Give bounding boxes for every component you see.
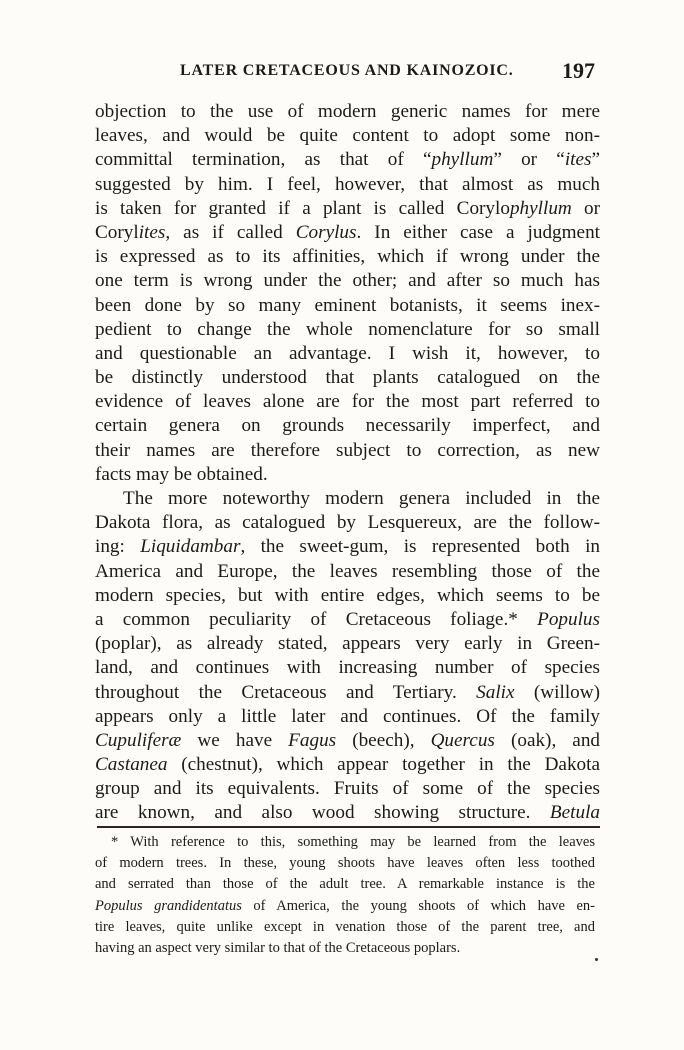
- footnote-line: having an aspect very similar to that of the Cretaceous poplars.: [95, 939, 461, 956]
- footnote-rule: [97, 826, 600, 828]
- text-line: committal termination, as that of “phyllum” or “ites”: [95, 149, 600, 171]
- text-line: modern species, but with entire edges, which seems to be: [95, 584, 600, 606]
- text-line: Dakota flora, as catalogued by Lesquereux, are the follow-: [95, 512, 600, 534]
- text-line: their names are therefore subject to correction, as new: [95, 439, 600, 461]
- text-line: Castanea (chestnut), which appear together in the Dakota: [95, 754, 600, 776]
- text-line: group and its equivalents. Fruits of some of the species: [95, 778, 600, 800]
- text-line: ing: Liquidambar, the sweet-gum, is represented both in: [95, 536, 600, 558]
- footnote-line: Populus grandidentatus of America, the young shoots of which have en-: [95, 897, 596, 914]
- text-line: be distinctly understood that plants catalogued on the: [95, 367, 600, 389]
- text-line: one term is wrong under the other; and after so much has: [95, 270, 600, 292]
- text-line: are known, and also wood showing structure. Betula: [95, 802, 600, 824]
- text-line: a common peculiarity of Cretaceous foliage.* Populus: [95, 608, 600, 630]
- text-line: throughout the Cretaceous and Tertiary. Salix (willow): [95, 681, 600, 703]
- footnote-line: of modern trees. In these, young shoots have leaves often less toothed: [95, 855, 595, 872]
- text-line: objection to the use of modern generic names for mere: [95, 101, 600, 122]
- text-line: facts may be obtained.: [95, 463, 268, 485]
- text-line: Cupuliferæ we have Fagus (beech), Quercus (oak), and: [95, 729, 601, 751]
- text-line: The more noteworthy modern genera included in the: [123, 488, 600, 509]
- text-line: Corylites, as if called Corylus. In either case a judgment: [95, 221, 601, 243]
- text-line: is taken for granted if a plant is called Corylophyllum or: [95, 197, 601, 219]
- text-line: appears only a little later and continues. Of the family: [95, 705, 600, 727]
- footnote: [95, 832, 595, 959]
- body-text: [95, 100, 600, 826]
- page-number: 197: [562, 58, 595, 83]
- text-line: leaves, and would be quite content to adopt some non-: [95, 125, 600, 147]
- footnote-line: tire leaves, quite unlike except in venation those of the parent tree, and: [95, 918, 595, 935]
- footnote-line: and serrated than those of the adult tree. A remarkable instance is the: [95, 876, 595, 893]
- text-line: been done by so many eminent botanists, it seems inex-: [95, 294, 600, 316]
- running-title: LATER CRETACEOUS AND KAINOZOIC.: [180, 62, 514, 79]
- text-line: land, and continues with increasing number of species: [95, 657, 600, 679]
- text-line: is expressed as to its affinities, which if wrong under the: [95, 246, 600, 268]
- text-line: suggested by him. I feel, however, that almost as much: [95, 173, 600, 195]
- text-line: (poplar), as already stated, appears very early in Green-: [95, 633, 600, 655]
- footnote-line: * With reference to this, something may be learned from the leaves: [111, 834, 595, 850]
- text-line: pedient to change the whole nomenclature for so small: [95, 318, 600, 340]
- text-line: evidence of leaves alone are for the most part referred to: [95, 391, 600, 413]
- print-speck: [595, 958, 598, 961]
- running-head: [95, 58, 600, 90]
- text-line: and questionable an advantage. I wish it, however, to: [95, 342, 600, 364]
- text-line: certain genera on grounds necessarily imperfect, and: [95, 415, 600, 437]
- text-line: America and Europe, the leaves resembling those of the: [95, 560, 600, 582]
